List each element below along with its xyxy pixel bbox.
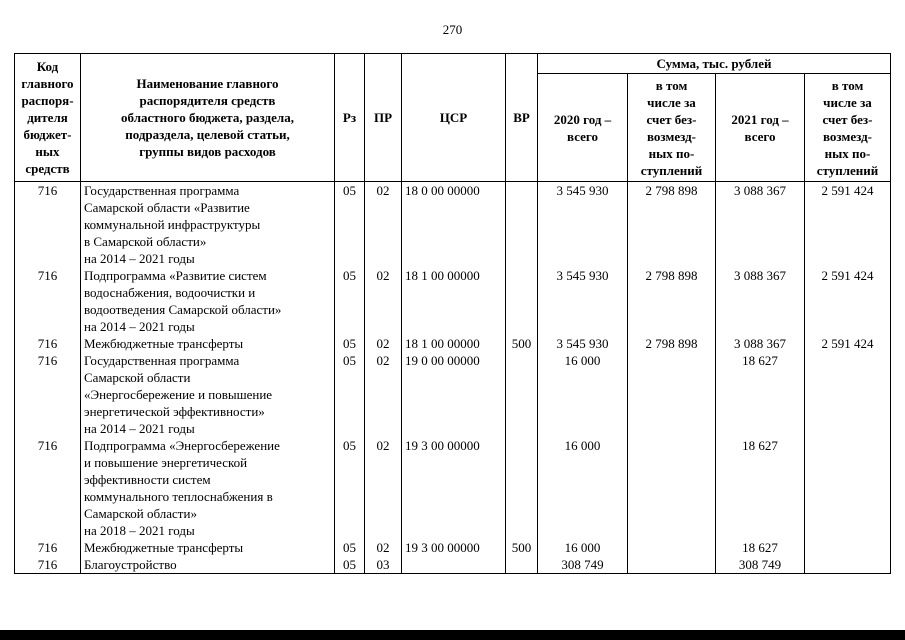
cell-2021-included: 2 591 424 (805, 182, 891, 268)
table-body (15, 182, 891, 574)
bottom-edge-bar (0, 630, 905, 640)
cell-code: 716 (15, 437, 81, 539)
page-number: 270 (442, 22, 463, 37)
cell-name: Благоустройство (81, 556, 335, 574)
cell-rz: 05 (335, 267, 365, 335)
cell-vr: 500 (506, 539, 538, 556)
cell-vr (506, 267, 538, 335)
cell-2021-total: 3 088 367 (716, 335, 805, 352)
cell-2021-total: 18 627 (716, 352, 805, 437)
cell-name: Межбюджетные трансферты (81, 539, 335, 556)
cell-2020-included (628, 556, 716, 574)
cell-csr: 19 3 00 00000 (402, 437, 506, 539)
cell-name: Государственная программа Самарской области «Развитие коммунальной инфраструктуры в Самарской области» на 2014 – 2021 годы (81, 182, 335, 268)
cell-2020-total: 3 545 930 (538, 335, 628, 352)
header-2021-included: в том числе за счет без- возмезд- ных по- ступлений (805, 74, 891, 182)
header-pr: ПР (365, 54, 402, 182)
cell-2020-total: 3 545 930 (538, 182, 628, 268)
cell-code: 716 (15, 539, 81, 556)
cell-csr: 19 0 00 00000 (402, 352, 506, 437)
cell-csr: 18 1 00 00000 (402, 335, 506, 352)
cell-2020-included: 2 798 898 (628, 182, 716, 268)
cell-rz: 05 (335, 437, 365, 539)
cell-2020-included (628, 352, 716, 437)
cell-vr (506, 352, 538, 437)
table-row (15, 539, 891, 556)
cell-code: 716 (15, 335, 81, 352)
cell-name: Подпрограмма «Энергосбережение и повышение энергетической эффективности систем коммунального теплоснабжения в Самарской области» на 2018 – 2021 годы (81, 437, 335, 539)
cell-name: Подпрограмма «Развитие систем водоснабжения, водоочистки и водоотведения Самарской области» на 2014 – 2021 годы (81, 267, 335, 335)
cell-code: 716 (15, 556, 81, 574)
cell-pr: 02 (365, 437, 402, 539)
cell-2021-total: 3 088 367 (716, 267, 805, 335)
cell-2021-total: 308 749 (716, 556, 805, 574)
cell-csr (402, 556, 506, 574)
header-vr: ВР (506, 54, 538, 182)
header-2021-total: 2021 год – всего (716, 74, 805, 182)
cell-2021-included (805, 437, 891, 539)
cell-2020-included (628, 437, 716, 539)
cell-name: Государственная программа Самарской области «Энергосбережение и повышение энергетической эффективности» на 2014 – 2021 годы (81, 352, 335, 437)
table-header (15, 54, 891, 182)
cell-2021-included (805, 539, 891, 556)
table-row (15, 437, 891, 539)
cell-pr: 02 (365, 267, 402, 335)
cell-2021-included: 2 591 424 (805, 335, 891, 352)
cell-csr: 18 1 00 00000 (402, 267, 506, 335)
cell-pr: 02 (365, 335, 402, 352)
cell-pr: 02 (365, 182, 402, 268)
cell-2020-included (628, 539, 716, 556)
cell-rz: 05 (335, 182, 365, 268)
cell-2021-total: 18 627 (716, 539, 805, 556)
cell-2021-total: 3 088 367 (716, 182, 805, 268)
budget-table (14, 53, 891, 574)
cell-pr: 02 (365, 352, 402, 437)
header-2020-total: 2020 год – всего (538, 74, 628, 182)
table-row (15, 335, 891, 352)
table-row (15, 352, 891, 437)
cell-csr: 19 3 00 00000 (402, 539, 506, 556)
cell-rz: 05 (335, 335, 365, 352)
cell-csr: 18 0 00 00000 (402, 182, 506, 268)
cell-pr: 02 (365, 539, 402, 556)
cell-vr (506, 437, 538, 539)
cell-2020-total: 16 000 (538, 437, 628, 539)
cell-rz: 05 (335, 556, 365, 574)
cell-2020-total: 16 000 (538, 539, 628, 556)
table-row (15, 267, 891, 335)
cell-2021-included (805, 352, 891, 437)
cell-vr (506, 182, 538, 268)
header-code: Код главного распоря- дителя бюджет- ных средств (15, 54, 81, 182)
header-name: Наименование главного распорядителя средств областного бюджета, раздела, подраздела, целевой статьи, группы видов расходов (81, 54, 335, 182)
header-2020-included: в том числе за счет без- возмезд- ных по- ступлений (628, 74, 716, 182)
cell-vr (506, 556, 538, 574)
table-row (15, 182, 891, 268)
table-row (15, 556, 891, 574)
cell-code: 716 (15, 352, 81, 437)
cell-2021-total: 18 627 (716, 437, 805, 539)
cell-2021-included (805, 556, 891, 574)
cell-2020-included: 2 798 898 (628, 267, 716, 335)
cell-2020-total: 308 749 (538, 556, 628, 574)
cell-2020-included: 2 798 898 (628, 335, 716, 352)
cell-2020-total: 16 000 (538, 352, 628, 437)
cell-code: 716 (15, 267, 81, 335)
cell-name: Межбюджетные трансферты (81, 335, 335, 352)
cell-2020-total: 3 545 930 (538, 267, 628, 335)
cell-2021-included: 2 591 424 (805, 267, 891, 335)
cell-code: 716 (15, 182, 81, 268)
cell-rz: 05 (335, 539, 365, 556)
header-rz: Рз (335, 54, 365, 182)
cell-vr: 500 (506, 335, 538, 352)
header-csr: ЦСР (402, 54, 506, 182)
header-sum: Сумма, тыс. рублей (538, 54, 891, 74)
cell-rz: 05 (335, 352, 365, 437)
cell-pr: 03 (365, 556, 402, 574)
